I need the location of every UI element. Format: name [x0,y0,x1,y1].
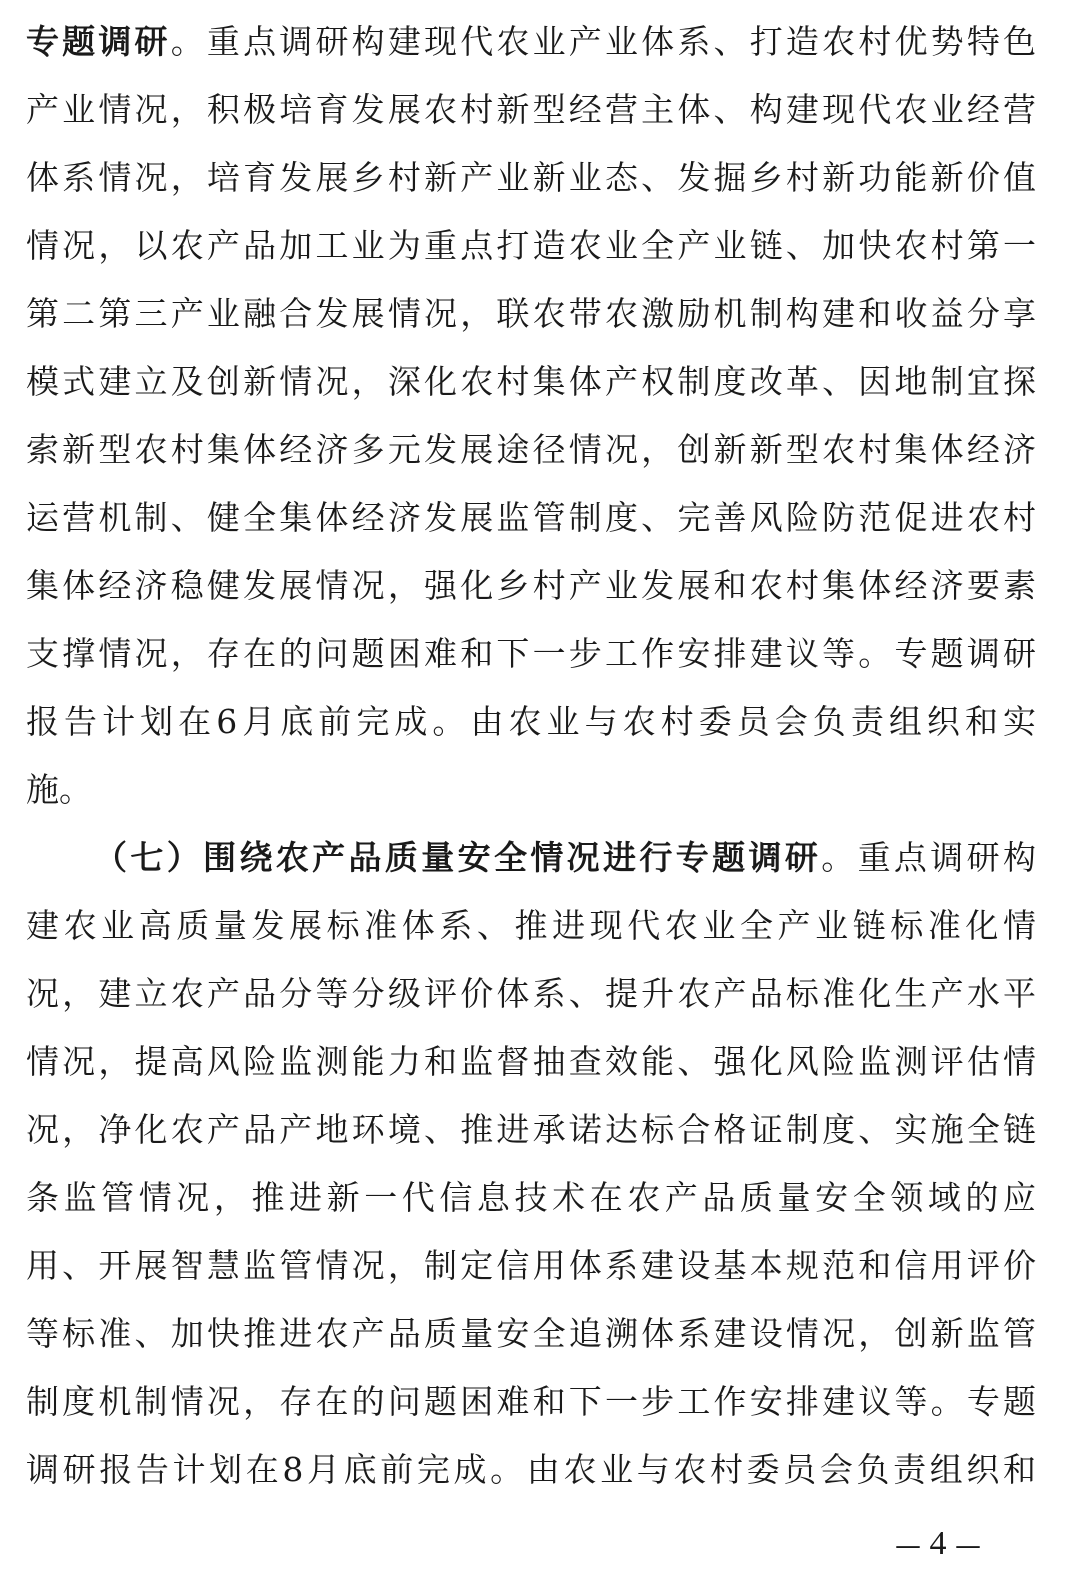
line-text: 。重点调研构建现代农业产业体系、打造农村优势特色 [170,22,1036,61]
line-text: 。重点调研构 [821,838,1036,877]
text-line: 报告计划在6月底前完成。由农业与农村委员会负责组织和实 [26,702,1036,741]
page-number-dash-left: — [895,1531,921,1562]
page-number-dash-right: — [955,1531,981,1562]
text-line: 条监管情况，推进新一代信息技术在农产品质量安全领域的应 [26,1178,1036,1217]
text-line: 况，建立农产品分等分级评价体系、提升农产品标准化生产水平 [26,974,1036,1013]
text-line: 情况，提高风险监测能力和监督抽查效能、强化风险监测评估情 [26,1042,1036,1081]
text-line [26,12,1036,72]
text-line: 制度机制情况，存在的问题困难和下一步工作安排建议等。专题 [26,1382,1036,1421]
text-line: 运营机制、健全集体经济发展监管制度、完善风险防范促进农村 [26,498,1036,537]
section-heading: 专题调研 [26,22,171,61]
text-line: 施。 [26,770,92,809]
text-line: 用、开展智慧监管情况，制定信用体系建设基本规范和信用评价 [26,1246,1036,1285]
section-heading: （七）围绕农产品质量安全情况进行专题调研 [94,838,822,877]
text-line: 等标准、加快推进农产品质量安全追溯体系建设情况，创新监管 [26,1314,1036,1353]
text-line: 支撑情况，存在的问题困难和下一步工作安排建议等。专题调研 [26,634,1036,673]
text-line: 模式建立及创新情况，深化农村集体产权制度改革、因地制宜探 [26,362,1036,401]
text-line: 建农业高质量发展标准体系、推进现代农业全产业链标准化情 [26,906,1036,945]
text-line: 索新型农村集体经济多元发展途径情况，创新新型农村集体经济 [26,430,1036,469]
text-line: 体系情况，培育发展乡村新产业新业态、发掘乡村新功能新价值 [26,158,1036,197]
text-line: 调研报告计划在8月底前完成。由农业与农村委员会负责组织和 [26,1450,1036,1489]
text-line: 情况，以农产品加工业为重点打造农业全产业链、加快农村第一 [26,226,1036,265]
text-line: 第二第三产业融合发展情况，联农带农激励机制构建和收益分享 [26,294,1036,333]
page-number [878,1520,998,1568]
text-line: 产业情况，积极培育发展农村新型经营主体、构建现代农业经营 [26,90,1036,129]
text-line [94,828,1036,888]
text-line: 况，净化农产品产地环境、推进承诺达标合格证制度、实施全链 [26,1110,1036,1149]
text-line: 集体经济稳健发展情况，强化乡村产业发展和农村集体经济要素 [26,566,1036,605]
page-number-value: 4 [929,1525,947,1562]
